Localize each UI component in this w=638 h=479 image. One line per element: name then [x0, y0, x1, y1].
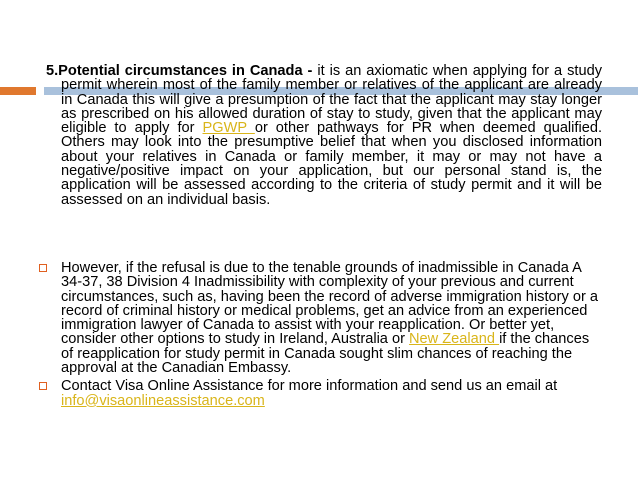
paragraph-text-b: or other pathways for PR when deemed qualified. Others may look into the presumptive belief that when you disclosed information about your relatives in Canada or family member, it may or may not have a negative/positive impact on your application, but our personal stand is, the application will be assessed according to the criteria of study permit and it will be assessed on an individual basis.: [61, 120, 603, 208]
bullet-list: [36, 261, 602, 408]
paragraph-text-a: it is an axiomatic when applying for a study permit wherein most of the family member or relatives of the applicant are already in Canada this will give a presumption of the fact that the applicant may stay longer as prescribed on his allowed duration of stay to study, given that the applicant may eligible to apply for: [61, 63, 602, 137]
square-bullet-icon: [39, 382, 47, 390]
bullet-text-a: However, if the refusal is due to the tenable grounds of inadmissible in Canada A 34-37, 38 Division 4 Inadmissibility with complexity of your previous and current circumstances, such as, having been the record of adverse immigration history or a record of criminal history or medical problems, get an advice from an experienced immigration lawyer of Canada to assist with your reapplication. Or better yet, consider other options to study in Ireland, Australia or: [61, 260, 598, 348]
circumstances-paragraph: [46, 64, 602, 207]
accent-band-orange: [0, 87, 36, 95]
pgwp-link[interactable]: PGWP: [202, 120, 255, 137]
bullet-item-refusal: [36, 261, 602, 375]
bullet-text-a: Contact Visa Online Assistance for more information and send us an email at: [61, 378, 558, 395]
new-zealand-link[interactable]: New Zealand: [409, 331, 500, 348]
paragraph-lead: 5.Potential circumstances in Canada -: [46, 63, 313, 79]
paragraph-body: [46, 64, 602, 207]
square-bullet-icon: [39, 264, 47, 272]
email-link[interactable]: info@visaonlineassistance.com: [61, 392, 265, 409]
bullet-text-b: if the chances of reapplication for study permit in Canada sought slim chances of reaching the approval at the Canadian Embassy.: [61, 331, 590, 377]
bullet-item-contact: [36, 379, 602, 408]
